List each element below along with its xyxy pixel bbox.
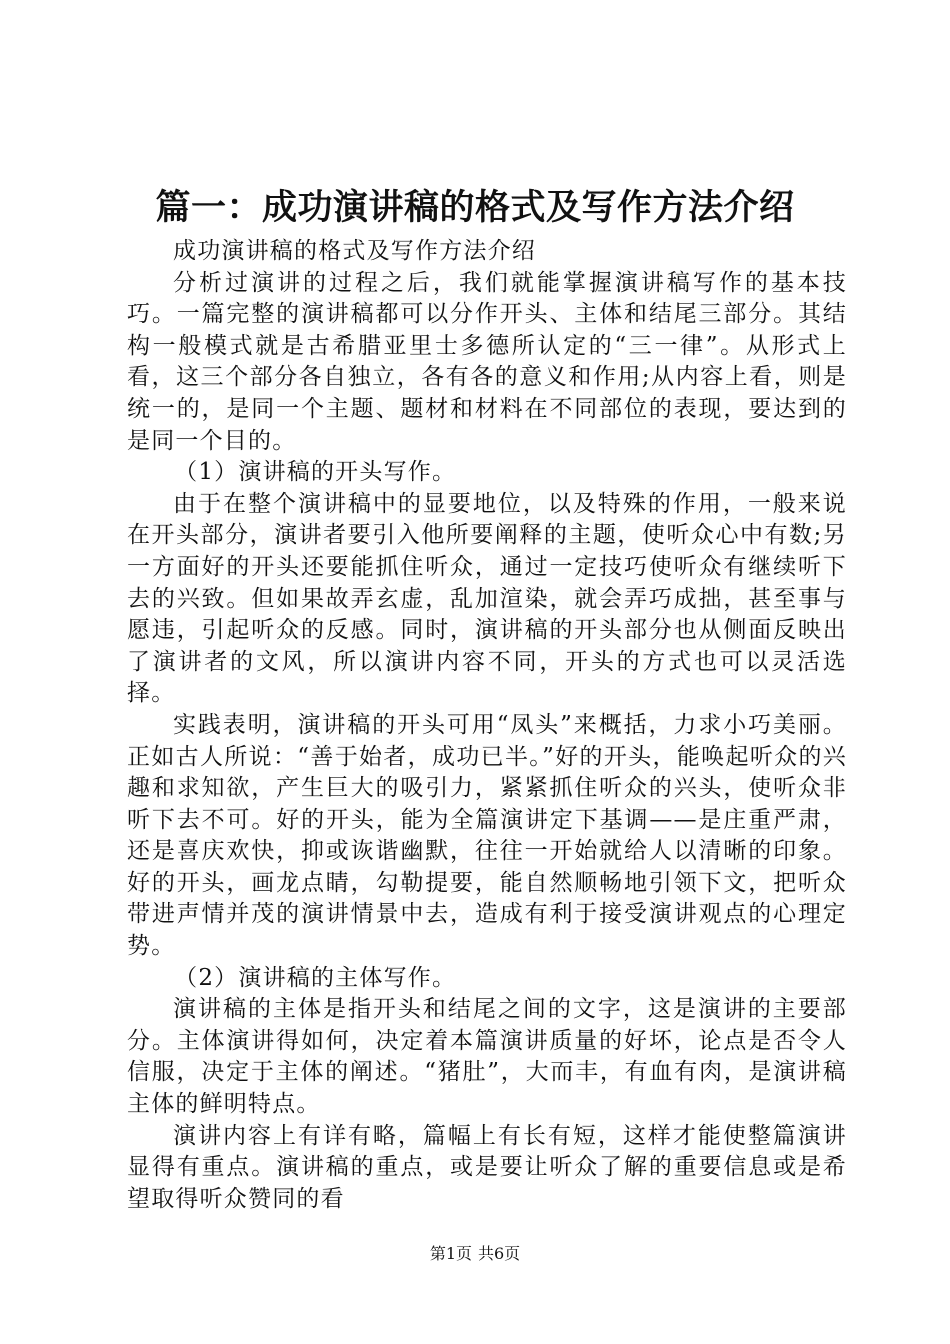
paragraph-opening-role: 由于在整个演讲稿中的显要地位，以及特殊的作用，一般来说在开头部分，演讲者要引入他所要阐释的主题，使听众心中有数;另一方面好的开头还要能抓住听众，通过一定技巧使听众有继续听下去的兴致。但如果故弄玄虚，乱加渲染，就会弄巧成拙，甚至事与愿违，引起听众的反感。同时，演讲稿的开头部分也从侧面反映出了演讲者的文风，所以演讲内容不同，开头的方式也可以灵活选择。 <box>127 490 847 707</box>
page-total: 共6页 <box>478 1244 521 1263</box>
page-number: 第1页 <box>429 1244 472 1263</box>
section-heading-opening: （1）演讲稿的开头写作。 <box>174 459 457 486</box>
paragraph-body-emphasis: 演讲内容上有详有略，篇幅上有长有短，这样才能使整篇演讲显得有重点。演讲稿的重点，或是要让听众了解的重要信息或是希望取得听众赞同的看 <box>127 1122 847 1212</box>
paragraph-subtitle: 成功演讲稿的格式及写作方法介绍 <box>173 238 536 264</box>
page-footer <box>0 1244 950 1264</box>
document-title: 篇一：成功演讲稿的格式及写作方法介绍 <box>155 187 795 228</box>
paragraph-opening-practice: 实践表明，演讲稿的开头可用“凤头”来概括，力求小巧美丽。正如古人所说：“善于始者，成功已半。”好的开头，能唤起听众的兴趣和求知欲，产生巨大的吸引力，紧紧抓住听众的兴头，使听众非听下去不可。好的开头，能为全篇演讲定下基调——是庄重严肃，还是喜庆欢快，抑或诙谐幽默，往往一开始就给人以清晰的印象。好的开头，画龙点睛，勾勒提要，能自然顺畅地引领下文，把听众带进声情并茂的演讲情景中去，造成有利于接受演讲观点的心理定势。 <box>127 711 847 960</box>
document-body <box>127 236 847 1215</box>
section-heading-body: （2）演讲稿的主体写作。 <box>174 964 457 991</box>
paragraph-intro: 分析过演讲的过程之后，我们就能掌握演讲稿写作的基本技巧。一篇完整的演讲稿都可以分作开头、主体和结尾三部分。其结构一般模式就是古希腊亚里士多德所认定的“三一律”。从形式上看，这三个部分各自独立，各有各的意义和作用;从内容上看，则是统一的，是同一个主题、题材和材料在不同部位的表现，要达到的是同一个目的。 <box>127 269 847 454</box>
paragraph-body-definition: 演讲稿的主体是指开头和结尾之间的文字，这是演讲的主要部分。主体演讲得如何，决定着本篇演讲质量的好坏，论点是否令人信服，决定于主体的阐述。“猪肚”，大而丰，有血有肉，是演讲稿主体的鲜明特点。 <box>127 996 847 1118</box>
